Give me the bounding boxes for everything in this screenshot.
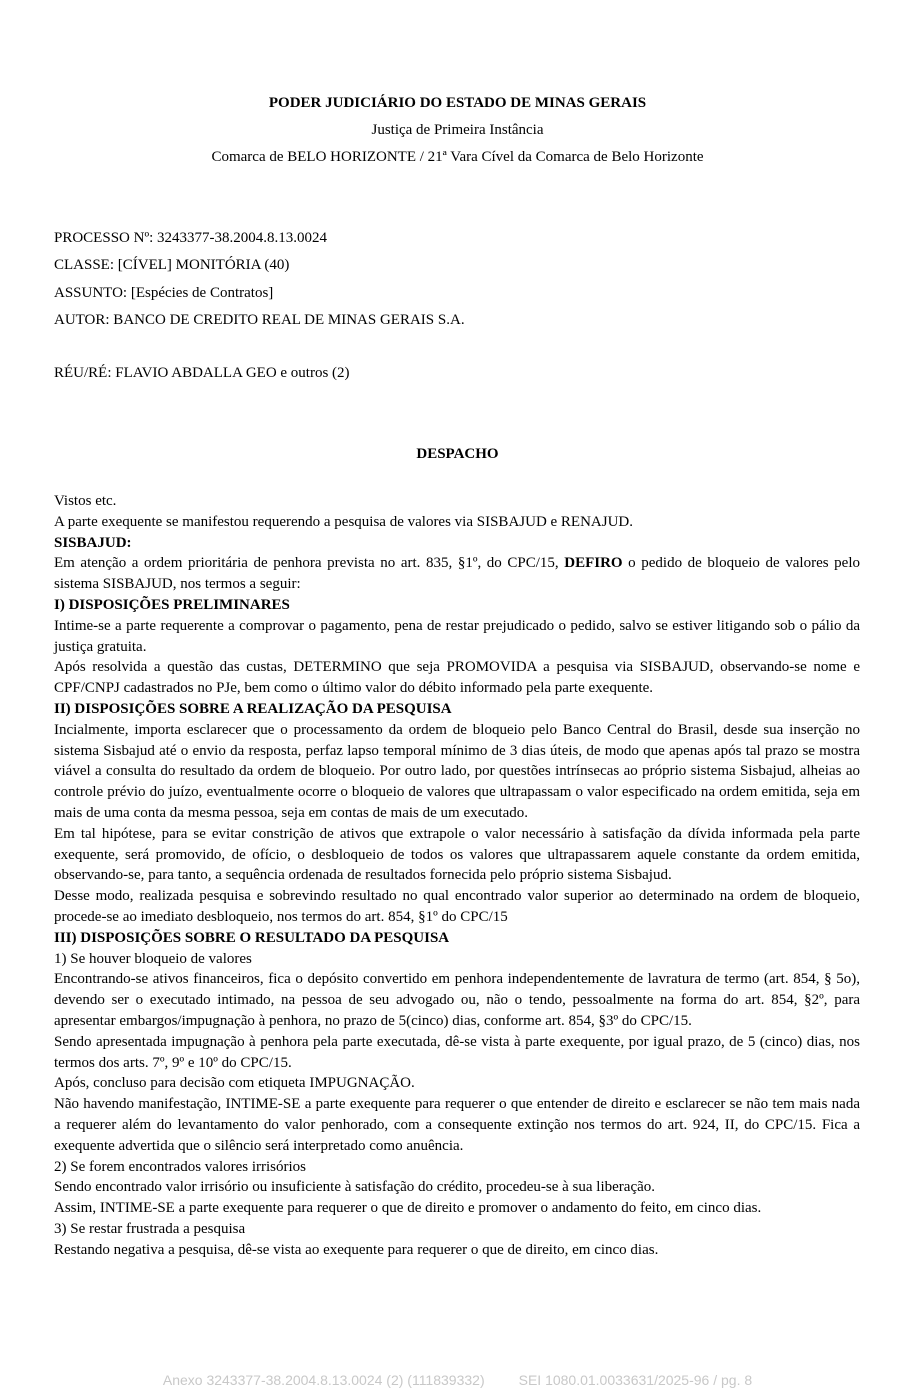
paragraph-liberacao: Sendo encontrado valor irrisório ou insuficiente à satisfação do crédito, procedeu-se à sua liberação. [54, 1179, 656, 1196]
paragraph-processamento: Incialmente, importa esclarecer que o processamento da ordem de bloqueio pelo Banco Central do Brasil, desde sua inserção no sistema Sisbajud até o envio da resposta, perfaz lapso temporal mínimo de 3 dias úteis, de modo que apenas após tal prazo se mostra viável a consulta do resultado da ordem de bloqueio. Por outro lado, por questões intrínsecas ao próprio sistema Sisbajud, alheias ao controle prévio do juízo, eventualmente ocorre o bloqueio de valores que ultrapassam o valor especificado na ordem emitida, seja em mais de uma conta da mesma pessoa, seja em contas de mais de um executado. [54, 721, 860, 821]
paragraph-penhora: Encontrando-se ativos financeiros, fica o depósito convertido em penhora independentemente de lavratura de termo (art. 854, § 5o), devendo ser o executado intimado, na pessoa de seu advogado ou, não o tendo, pessoalmente na forma do art. 854, §2º, para apresentar embargos/impugnação à penhora, no prazo de 5(cinco) dias, conforme art. 854, §3º do CPC/15. [54, 971, 860, 1029]
heading-realizacao: II) DISPOSIÇÕES SOBRE A REALIZAÇÃO DA PESQUISA [54, 700, 452, 717]
processo-number: PROCESSO Nº: 3243377-38.2004.8.13.0024 [54, 230, 328, 246]
subheading-frustrada: 3) Se restar frustrada a pesquisa [54, 1220, 246, 1237]
assunto-line: ASSUNTO: [Espécies de Contratos] [54, 285, 274, 301]
subheading-bloqueio: 1) Se houver bloqueio de valores [54, 950, 252, 967]
heading-preliminares: I) DISPOSIÇÕES PRELIMINARES [54, 596, 290, 613]
paragraph-intime: Assim, INTIME-SE a parte exequente para requerer o que de direito e promover o andamento do feito, em cinco dias. [54, 1200, 762, 1217]
paragraph-request: A parte exequente se manifestou requerendo a pesquisa de valores via SISBAJUD e RENAJUD. [54, 513, 634, 530]
page-footer [0, 1372, 915, 1388]
paragraph-concluso: Após, concluso para decisão com etiqueta IMPUGNAÇÃO. [54, 1075, 415, 1092]
paragraph-hipotese: Em tal hipótese, para se evitar constrição de ativos que extrapole o valor necessário à satisfação da dívida informada pela parte exequente, será promovido, de ofício, o desbloqueio de todos os valores que ultrapassarem aquele constante da ordem emitida, observando-se, para tanto, a sequência ordenada de resultados fornecida pelo próprio sistema Sisbajud. [54, 825, 860, 884]
paragraph-impugnacao: Sendo apresentada impugnação à penhora pela parte executada, dê-se vista à parte exequente, por igual prazo, de 5 (cinco) dias, nos termos dos arts. 7º, 9º e 10º do CPC/15. [54, 1033, 860, 1071]
footer-sei-reference: SEI 1080.01.0033631/2025-96 / pg. 8 [518, 1372, 753, 1388]
instance-line: Justiça de Primeira Instância [371, 122, 544, 138]
defiro-emphasis: DEFIRO [564, 555, 623, 572]
document-body [54, 491, 860, 1260]
paragraph-sem-manifestacao: Não havendo manifestação, INTIME-SE a parte exequente para requerer o que entender de direito e esclarecer se não tem mais nada a requerer além do levantamento do valor penhorado, com a consequente extinção nos termos do art. 924, II, do CPC/15. Fica a exequente advertida que o silêncio será interpretado como anuência. [54, 1096, 860, 1154]
paragraph-custas: Intime-se a parte requerente a comprovar o pagamento, pena de restar prejudicado o pedido, salvo se estiver litigando sob o pálio da justiça gratuita. [54, 617, 860, 655]
paragraph-defiro: Em atenção a ordem prioritária de penhora prevista no art. 835, §1º, do CPC/15, DEFIRO o pedido de bloqueio de valores pelo sistema SISBAJUD, nos termos a seguir: [54, 555, 860, 593]
document-title: DESPACHO [416, 446, 499, 462]
court-name: PODER JUDICIÁRIO DO ESTADO DE MINAS GERAIS [268, 95, 647, 111]
classe-line: CLASSE: [CÍVEL] MONITÓRIA (40) [54, 257, 290, 273]
heading-resultado: III) DISPOSIÇÕES SOBRE O RESULTADO DA PESQUISA [54, 929, 450, 946]
comarca-line: Comarca de BELO HORIZONTE / 21ª Vara Cível da Comarca de Belo Horizonte [211, 149, 704, 165]
paragraph-determino: Após resolvida a questão das custas, DETERMINO que seja PROMOVIDA a pesquisa via SISBAJUD, observando-se nome e CPF/CNPJ cadastrados no PJe, bem como o último valor do débito informado pela parte exequente. [54, 659, 860, 697]
paragraph-negativa: Restando negativa a pesquisa, dê-se vista ao exequente para requerer o que de direito, em cinco dias. [54, 1241, 659, 1258]
subheading-irrisorios: 2) Se forem encontrados valores irrisórios [54, 1158, 307, 1175]
autor-line: AUTOR: BANCO DE CREDITO REAL DE MINAS GERAIS S.A. [54, 312, 465, 328]
paragraph-vistos: Vistos etc. [54, 493, 117, 509]
heading-sisbajud: SISBAJUD: [54, 534, 132, 551]
paragraph-desbloqueio: Desse modo, realizada pesquisa e sobrevindo resultado no qual encontrado valor superior ao determinado na ordem de bloqueio, procede-se ao imediato desbloqueio, nos termos do art. 854, §1º do CPC/15 [54, 888, 860, 925]
reu-line: RÉU/RÉ: FLAVIO ABDALLA GEO e outros (2) [54, 365, 350, 381]
footer-annex: Anexo 3243377-38.2004.8.13.0024 (2) (111839332) [162, 1372, 485, 1388]
